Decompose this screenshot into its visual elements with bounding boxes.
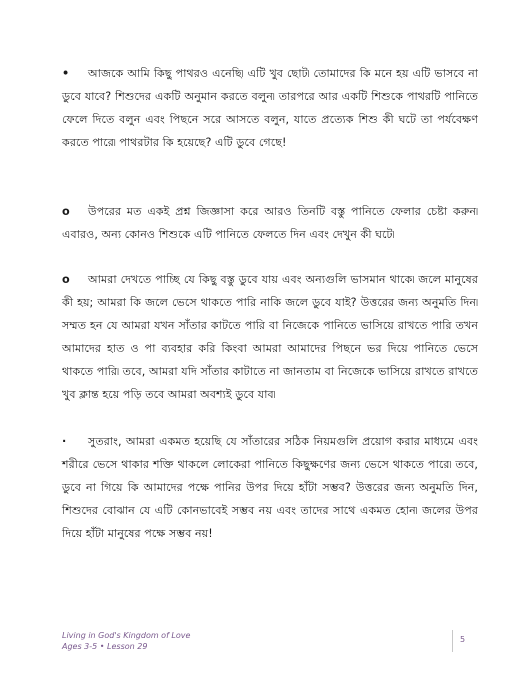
paragraph-2 bbox=[62, 200, 478, 246]
paragraph-text: আমরা দেখতে পাচ্ছি যে কিছু বস্তু ডুবে যায় এবং অন্যগুলি ভাসমান থাকে৷ জলে মানুষের কী হয়; আমরা কি জলে ভেসে থাকতে পারি নাকি জলে ডুবে যাই? উত্তরের জন্য অনুমতি দিন৷ সম্মত হন যে আমরা যখন সাঁতার কাটতে পারি বা নিজেকে পানিতে ভাসিয়ে রাখতে পারি তখন আমাদের হাত ও পা ব্যবহার করি কিংবা আমরা আমাদের পিছনে ভর দিয়ে পানিতে ভেসে থাকতে পারি৷ তবে, আমরা যদি সাঁতার কাটাতে না জানতাম বা নিজেকে ভাসিয়ে রাখতে রাখতে খুব ক্লান্ত হয়ে পড়ি তবে আমরা অবশ্যই ডুবে যাব৷ bbox=[62, 273, 478, 401]
bullet-marker: • bbox=[62, 67, 70, 80]
footer-lesson-info: Ages 3-5 • Lesson 29 bbox=[62, 642, 148, 651]
footer-course-title: Living in God's Kingdom of Love bbox=[62, 631, 191, 640]
bullet-marker: o bbox=[62, 205, 70, 218]
paragraph-text: সুতরাং, আমরা একমত হয়েছি যে সাঁতারের সঠিক নিয়মগুলি প্রয়োগ করার মাধ্যমে এবং শরীরে ভেসে থাকার শক্তি থাকলে লোকেরা পানিতে কিছুক্ষণের জন্য ভেসে থাকতে পারে৷ তবে, ডুবে না গিয়ে কি আমাদের পক্ষে পানির উপর দিয়ে হাঁটা সম্ভব? উত্তরের জন্য অনুমতি দিন, শিশুদের বোঝান যে এটি কোনভাবেই সম্ভব নয় এবং তাদের সাথে একমত হোন৷ জলের উপর দিয়ে হাঁটা মানুষের পক্ষে সম্ভব নয়! bbox=[62, 435, 478, 540]
paragraph-text: আজকে আমি কিছু পাথরও এনেছি৷ এটি খুব ছোট৷ তোমাদের কি মনে হয় এটি ভাসবে না ডুবে যাবে? শিশুদের একটি অনুমান করতে বলুন৷ তারপরে আর একটি শিশুকে পাথরটি পানিতে ফেলে দিতে বলুন এবং পিছনে সরে আসতে বলুন, যাতে প্রত্যেক শিশু কী ঘটে তা পর্যবেক্ষণ করতে পারে৷ পাথরটার কি হয়েছে? এটি ডুবে গেছে! bbox=[62, 67, 478, 149]
paragraph-1 bbox=[62, 62, 478, 154]
bullet-marker: · bbox=[62, 435, 67, 448]
paragraph-3 bbox=[62, 268, 478, 406]
footer-divider bbox=[452, 630, 453, 652]
bullet-marker: o bbox=[62, 273, 70, 286]
paragraph-4 bbox=[62, 430, 478, 545]
page-number: 5 bbox=[460, 635, 466, 644]
footer-course-info bbox=[62, 630, 190, 652]
paragraph-text: উপরের মত একই প্রশ্ন জিজ্ঞাসা করে আরও তিনটি বস্তু পানিতে ফেলার চেষ্টা করুন৷ এবারও, অন্য কোনও শিশুকে এটি পানিতে ফেলতে দিন এবং দেখুন কী ঘটে৷ bbox=[62, 205, 478, 241]
